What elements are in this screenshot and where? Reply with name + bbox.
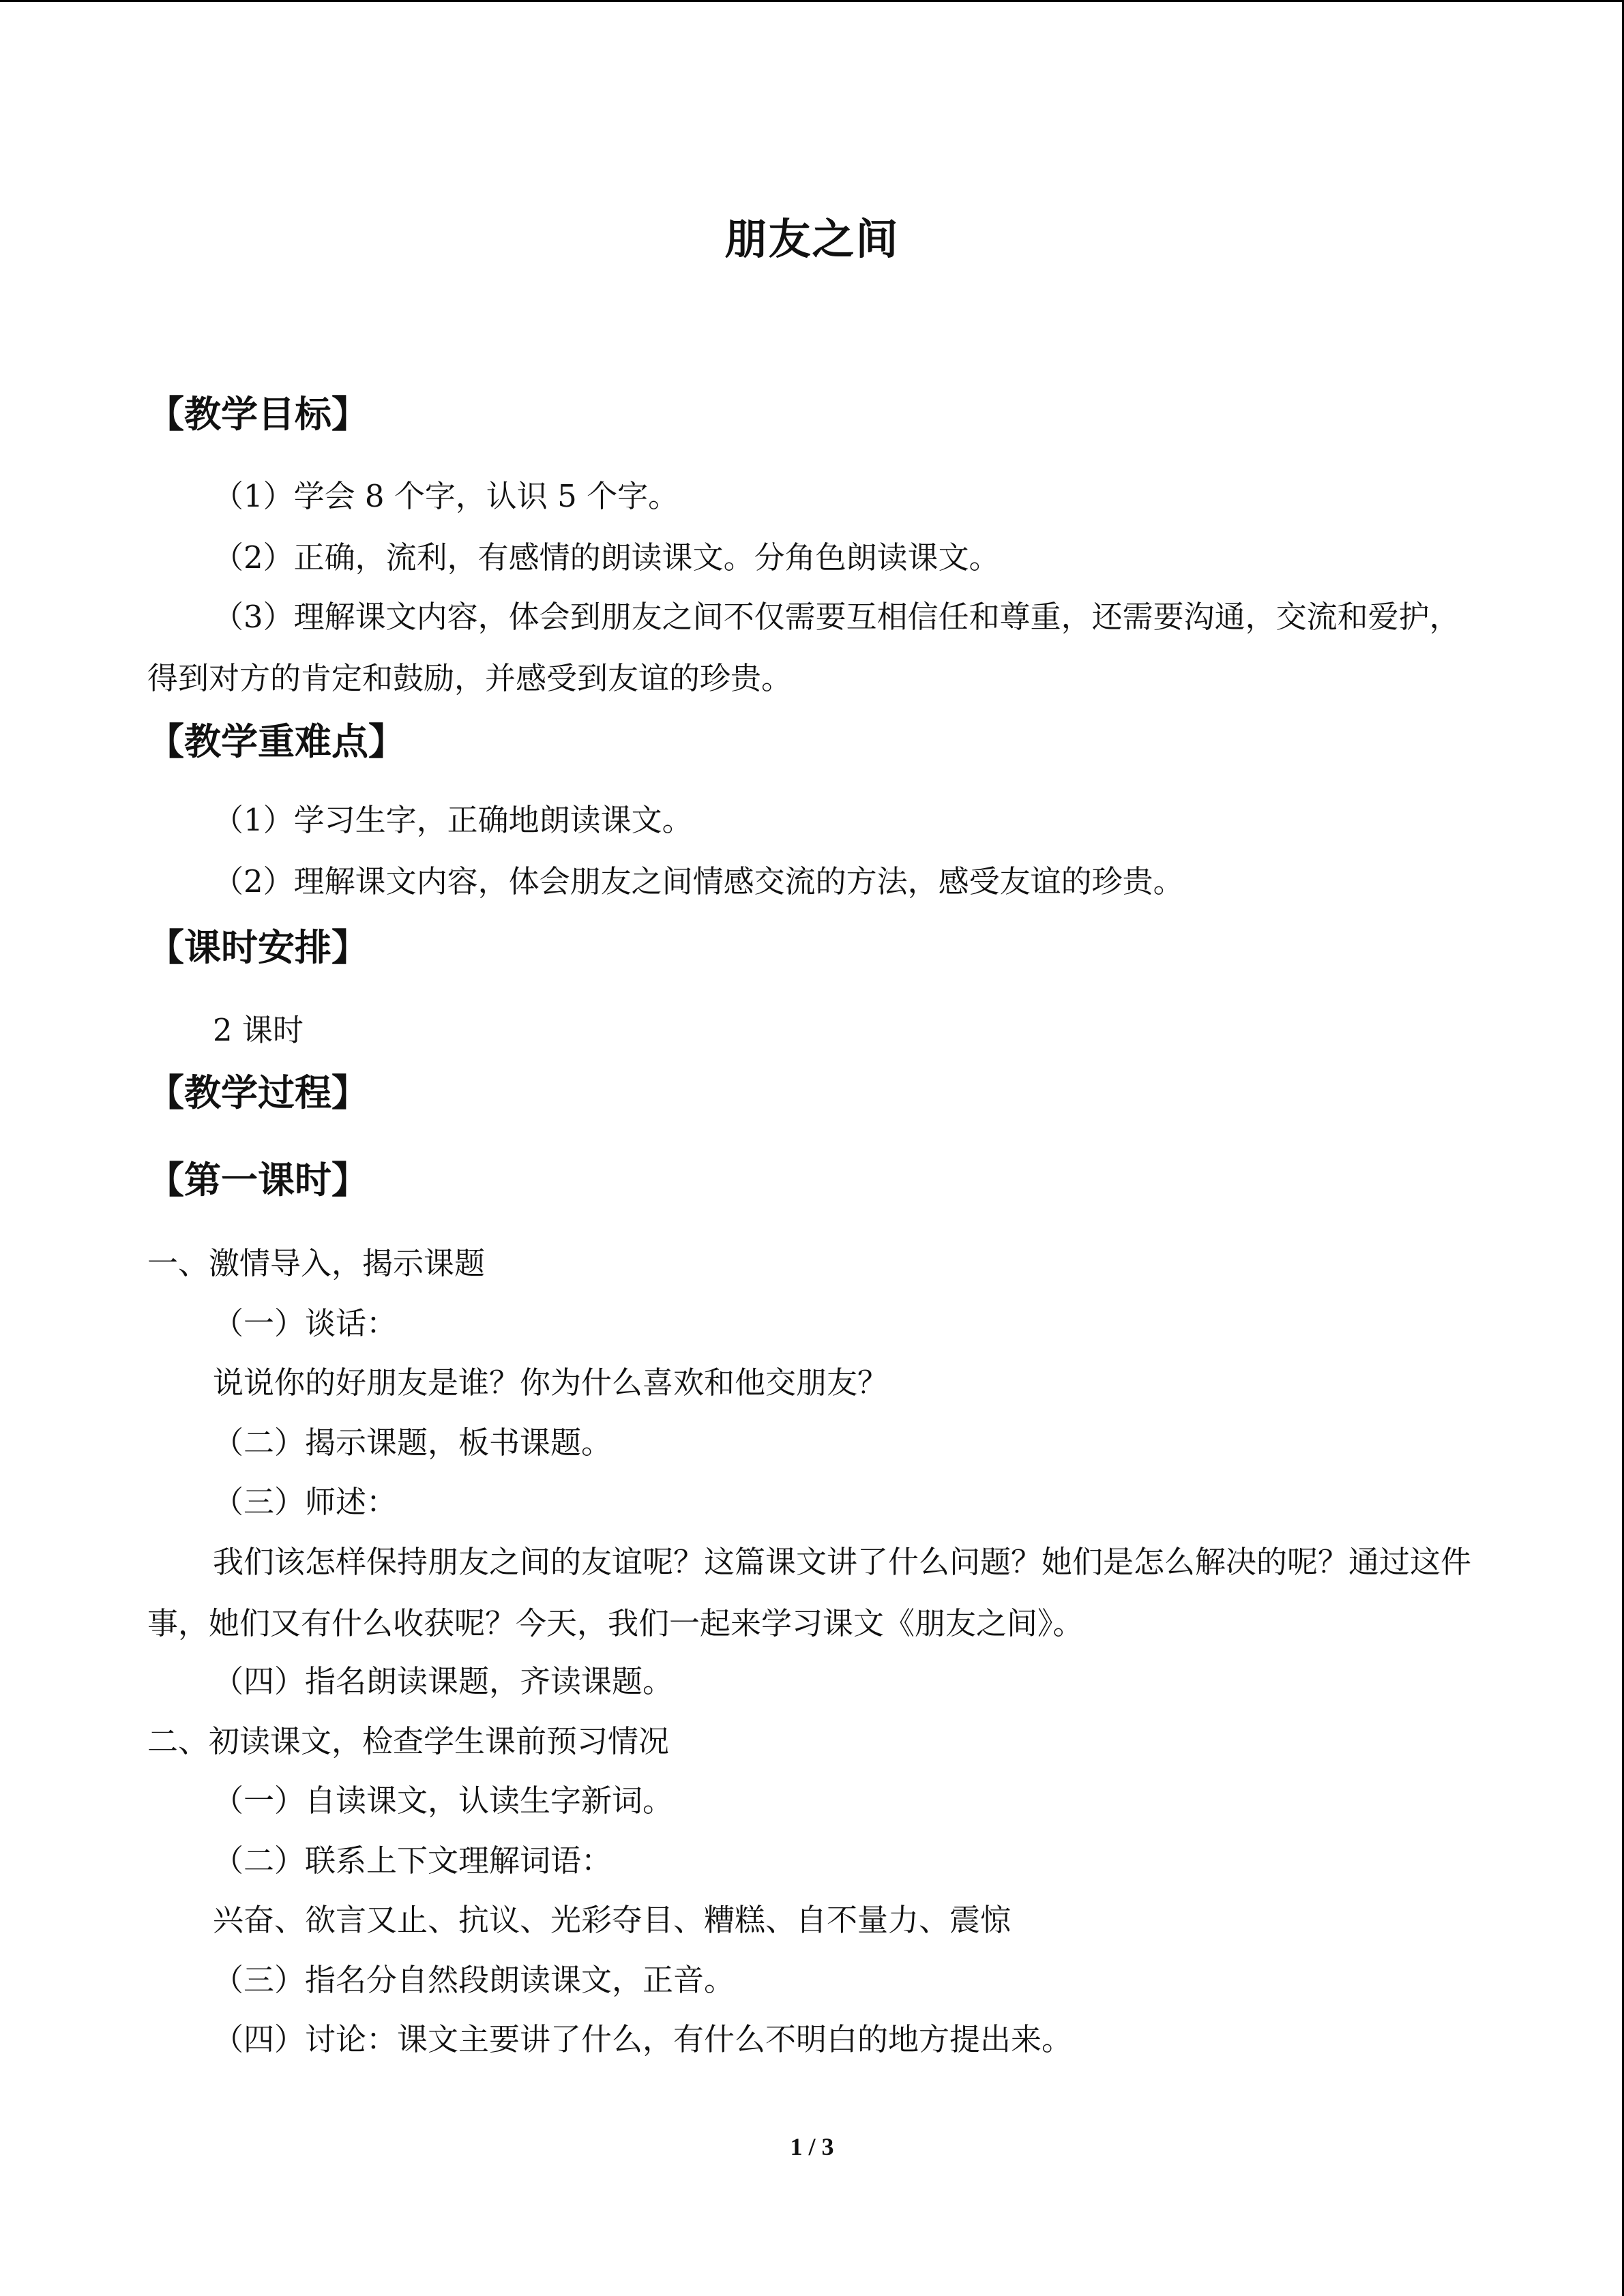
part2-line-2: （二）联系上下文理解词语： <box>213 1843 612 1879</box>
heading-teaching-goals: 【教学目标】 <box>147 393 368 436</box>
part2-line-5: （四）讨论：课文主要讲了什么，有什么不明白的地方提出来。 <box>213 2021 1073 2057</box>
part2-line-4: （三）指名分自然段朗读课文，正音。 <box>213 1962 735 1998</box>
key-point-1: （1）学习生字，正确地朗读课文。 <box>213 802 693 838</box>
heading-schedule: 【课时安排】 <box>147 926 368 969</box>
page-number: 1 / 3 <box>790 2133 834 2160</box>
goal-item-3: （3）理解课文内容，体会到朋友之间不仅需要互相信任和尊重，还需要沟通，交流和爱护，得到对方的肯定和鼓励，并感受到友谊的珍贵。 <box>147 599 1460 696</box>
goal-item-1: （1）学会 8 个字，认识 5 个字。 <box>213 478 679 514</box>
heading-first-lesson: 【第一课时】 <box>147 1159 368 1202</box>
schedule-text: 2 课时 <box>213 1012 304 1048</box>
key-point-2: （2）理解课文内容，体会朋友之间情感交流的方法，感受友谊的珍贵。 <box>213 863 1184 899</box>
part2-title: 二、初读课文，检查学生课前预习情况 <box>147 1723 670 1759</box>
heading-teaching-process: 【教学过程】 <box>147 1071 368 1114</box>
part1-line-3: （二）揭示课题，板书课题。 <box>213 1425 612 1461</box>
part1-title: 一、激情导入，揭示课题 <box>147 1245 486 1281</box>
heading-key-points: 【教学重难点】 <box>147 720 405 763</box>
part1-line-1: （一）谈话： <box>213 1305 398 1341</box>
part1-line-6: （四）指名朗读课题，齐读课题。 <box>213 1663 674 1699</box>
part1-line-5: 我们该怎样保持朋友之间的友谊呢？这篇课文讲了什么问题？她们是怎么解决的呢？通过这件事，她们又有什么收获呢？今天，我们一起来学习课文《朋友之间》。 <box>147 1544 1472 1641</box>
goal-item-2: （2）正确，流利，有感情的朗读课文。分角色朗读课文。 <box>213 539 1000 576</box>
part2-line-3: 兴奋、欲言又止、抗议、光彩夺目、糟糕、自不量力、震惊 <box>213 1902 1012 1938</box>
document-title: 朋友之间 <box>724 214 900 264</box>
part1-line-4: （三）师述： <box>213 1484 398 1520</box>
part2-line-1: （一）自读课文，认读生字新词。 <box>213 1783 674 1819</box>
part1-line-2: 说说你的好朋友是谁？你为什么喜欢和他交朋友？ <box>213 1365 889 1401</box>
